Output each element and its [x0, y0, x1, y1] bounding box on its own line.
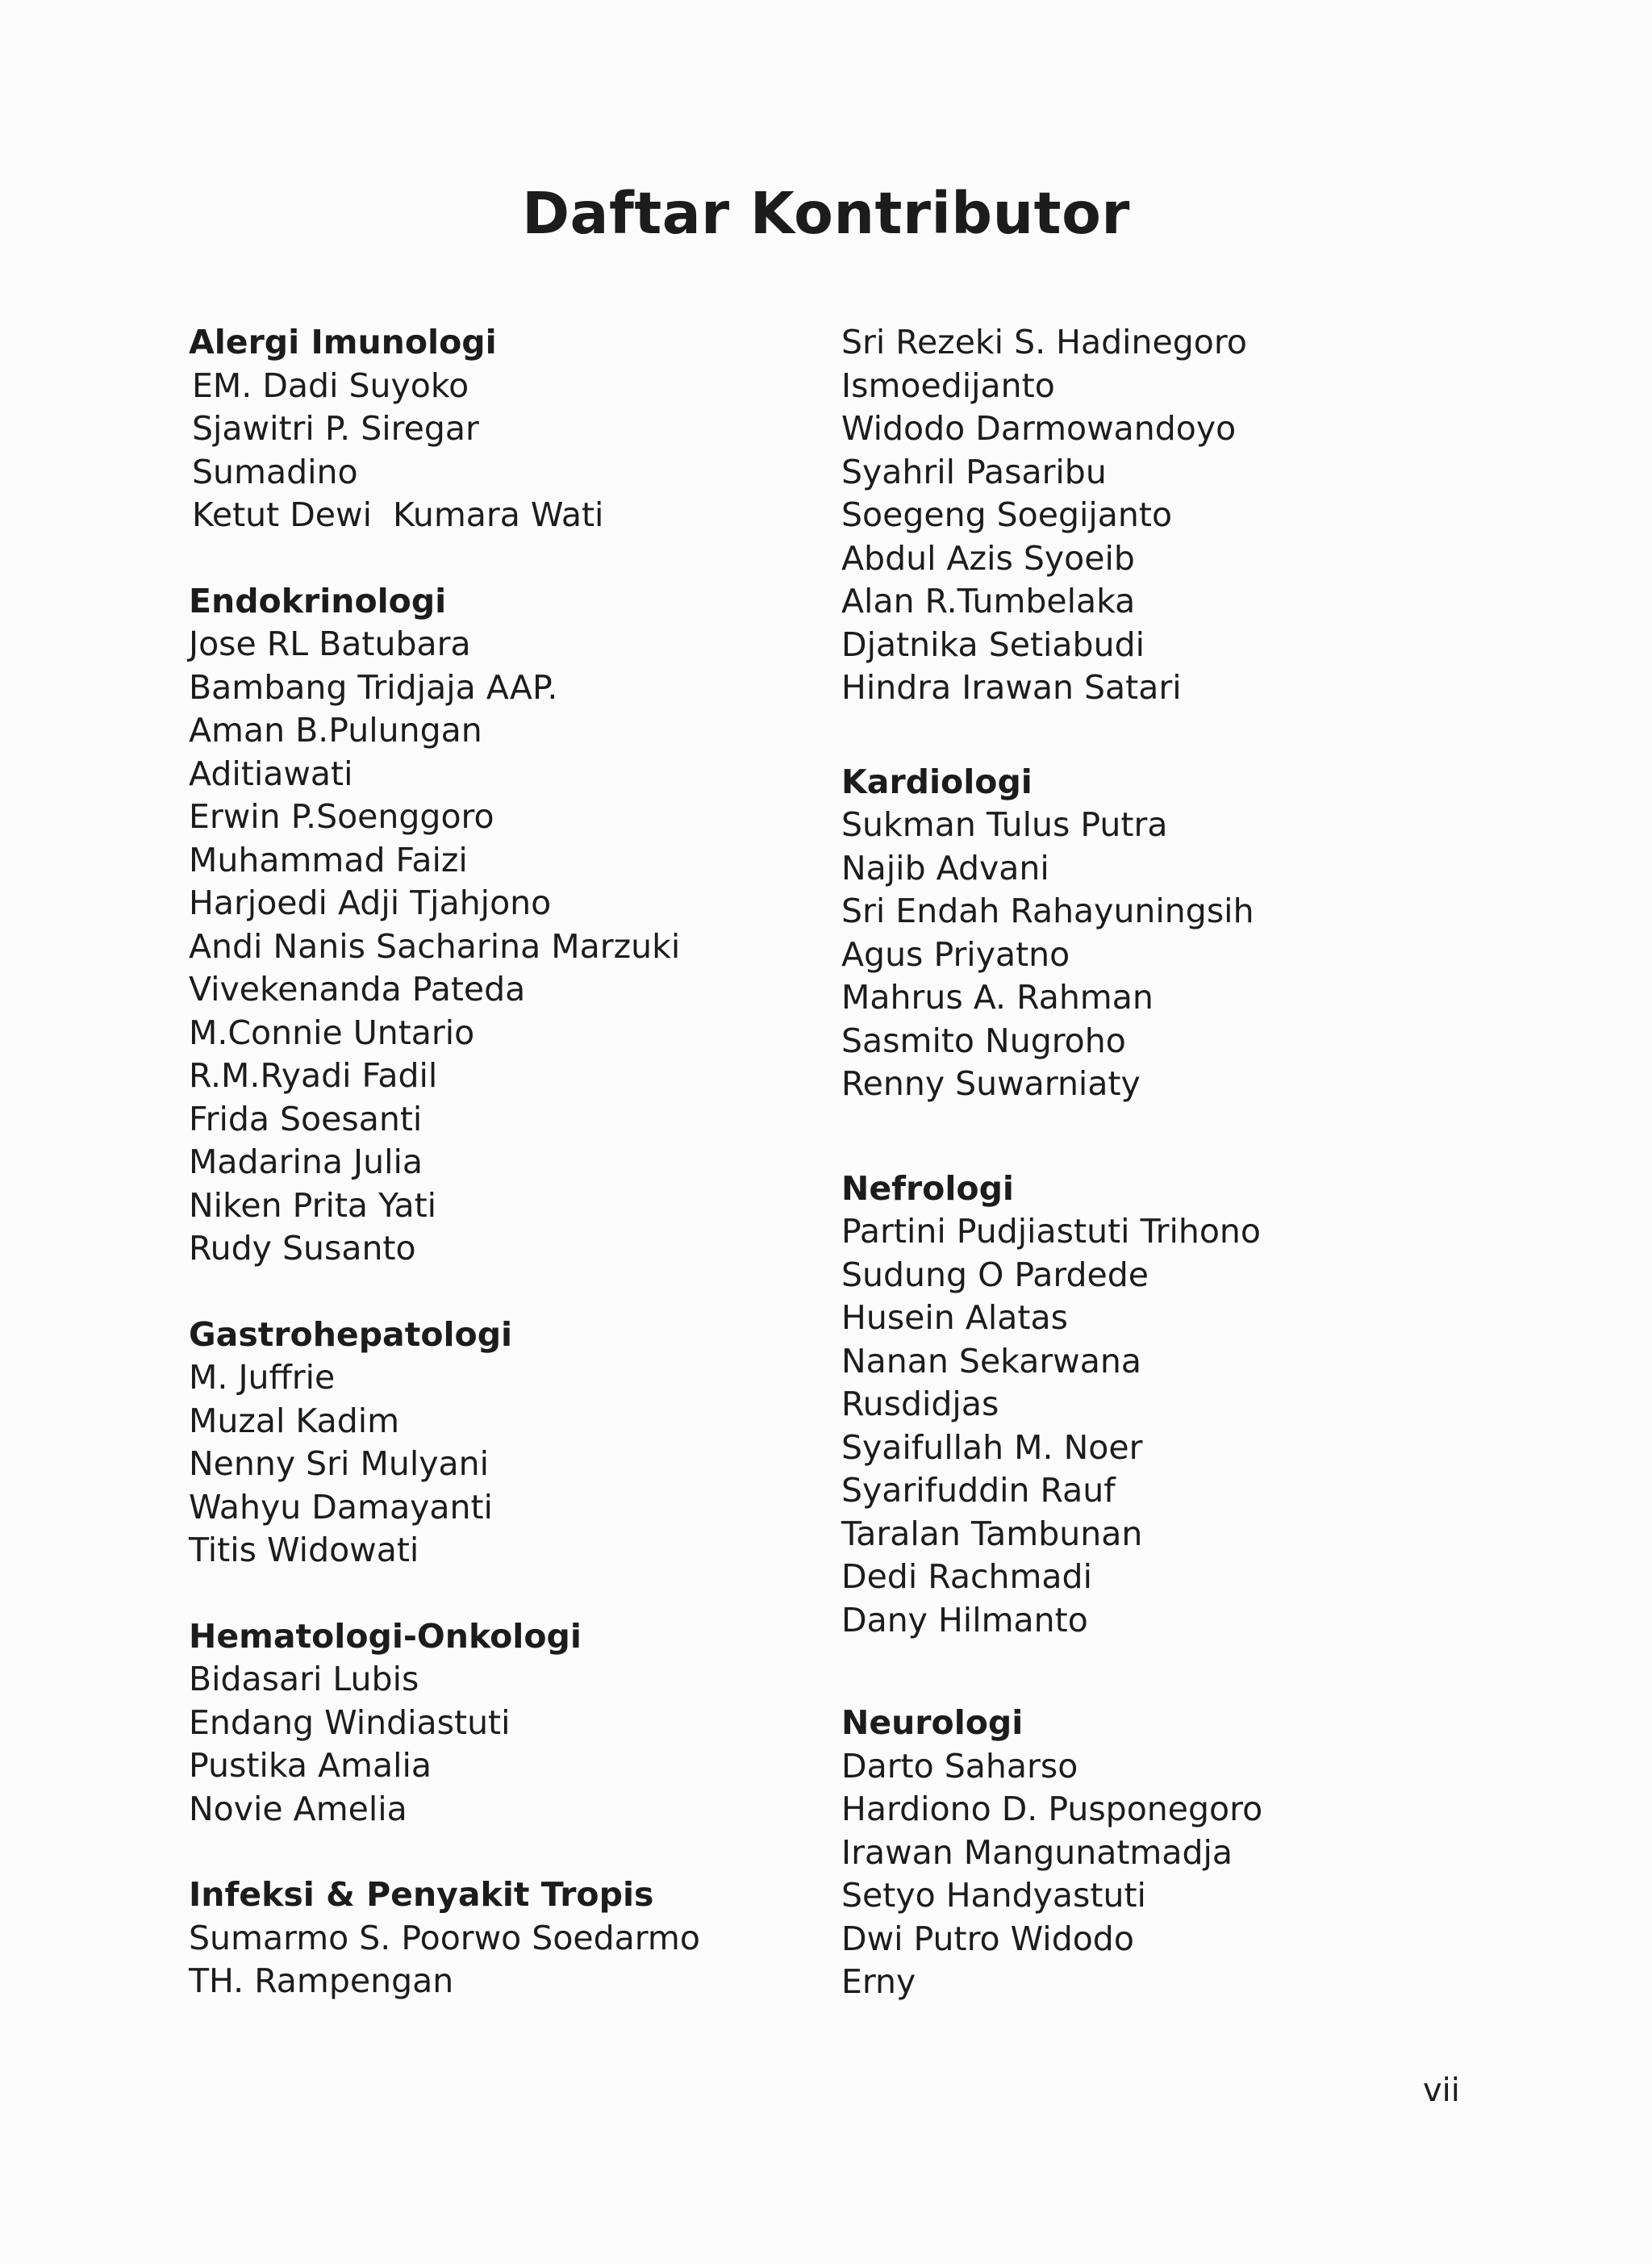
section-heading: Infeksi & Penyakit Tropis [189, 1875, 654, 1914]
contributor-name: Novie Amelia [189, 1789, 407, 1828]
contributor-name: Frida Soesanti [189, 1099, 423, 1138]
contributor-name: Ketut Dewi Kumara Wati [192, 495, 604, 534]
contributor-name: Sri Endah Rahayuningsih [841, 892, 1254, 930]
section-heading: Gastrohepatologi [189, 1314, 513, 1354]
contributor-name: Syaifullah M. Noer [841, 1427, 1143, 1467]
left-column [189, 321, 834, 2003]
contributor-name: Bidasari Lubis [189, 1660, 419, 1698]
contributor-name: Widodo Darmowandoyo [841, 409, 1237, 448]
section-kardiologi [841, 761, 1551, 1106]
contributor-name: M. Juffrie [189, 1358, 336, 1397]
contributor-name: Dany Hilmanto [841, 1600, 1088, 1640]
section-gastrohepatologi [189, 1314, 834, 1573]
contributor-name: Sasmito Nugroho [841, 1021, 1126, 1060]
contributor-name: Soegeng Soegijanto [841, 495, 1173, 534]
contributor-name: Muhammad Faizi [189, 840, 468, 879]
section-heading: Endokrinologi [189, 581, 447, 620]
contributor-name: Syarifuddin Rauf [841, 1471, 1116, 1510]
contributor-name: Erny [841, 1962, 916, 2001]
contributor-name: Partini Pudjiastuti Trihono [841, 1212, 1261, 1251]
contributor-name: Aman B.Pulungan [189, 711, 482, 750]
contributor-name: R.M.Ryadi Fadil [189, 1056, 438, 1095]
contributor-name: Andi Nanis Sacharina Marzuki [189, 926, 681, 966]
section-heading: Alergi Imunologi [189, 323, 497, 361]
contributor-name: Setyo Handyastuti [841, 1876, 1146, 1915]
contributor-name: Dwi Putro Widodo [841, 1919, 1134, 1958]
contributor-name: M.Connie Untario [189, 1013, 475, 1052]
contributor-name: Sukman Tulus Putra [841, 805, 1168, 844]
contributor-name: Ismoedijanto [841, 365, 1055, 405]
contributor-name: Dedi Rachmadi [841, 1557, 1092, 1596]
page-title: Daftar Kontributor [522, 180, 1130, 247]
contributor-name: Jose RL Batubara [189, 624, 471, 663]
contributor-name: Sudung O Pardede [841, 1255, 1149, 1294]
section-infeksi-continued [841, 321, 1551, 710]
contributor-name: Taralan Tambunan [841, 1514, 1143, 1553]
contributor-name: Sumarmo S. Poorwo Soedarmo [189, 1918, 700, 1957]
contributor-name: Titis Widowati [189, 1531, 419, 1569]
contributor-name: Wahyu Damayanti [189, 1487, 493, 1527]
section-endokrinologi [189, 580, 834, 1271]
section-hematologi-onkologi [189, 1615, 834, 1832]
contributor-name: Vivekenanda Pateda [189, 970, 526, 1009]
contributor-name: Alan R.Tumbelaka [841, 582, 1136, 620]
contributor-name: Irawan Mangunatmadja [841, 1832, 1233, 1872]
contributor-name: Endang Windiastuti [189, 1702, 511, 1742]
contributor-name: Syahril Pasaribu [841, 452, 1107, 491]
contributor-name: Madarina Julia [189, 1142, 423, 1181]
section-alergi-imunologi [189, 321, 834, 537]
contributor-name: Pustika Amalia [189, 1746, 432, 1785]
contributor-name: Aditiawati [189, 754, 353, 793]
right-column [841, 321, 1551, 2004]
section-infeksi-penyakit-tropis [189, 1873, 834, 2003]
contributor-name: EM. Dadi Suyoko [192, 365, 469, 405]
contributor-name: Harjoedi Adji Tjahjono [189, 883, 552, 922]
contributor-name: Agus Priyatno [841, 934, 1070, 974]
section-heading: Neurologi [841, 1703, 1024, 1742]
contributor-name: Mahrus A. Rahman [841, 978, 1153, 1017]
contributor-name: Sumadino [192, 452, 358, 491]
section-heading: Kardiologi [841, 762, 1032, 801]
contributor-name: Niken Prita Yati [189, 1185, 437, 1225]
section-heading: Nefrologi [841, 1168, 1014, 1208]
contributor-name: Hardiono D. Pusponegoro [841, 1790, 1263, 1828]
contributor-name: TH. Rampengan [189, 1961, 454, 2000]
contributor-name: Rusdidjas [841, 1385, 999, 1423]
section-nefrologi [841, 1168, 1551, 1643]
contributor-name: Renny Suwarniaty [841, 1064, 1141, 1103]
contributor-name: Hindra Irawan Satari [841, 668, 1182, 707]
contributor-name: Muzal Kadim [189, 1401, 400, 1440]
contributor-name: Bambang Tridjaja AAP. [189, 667, 558, 707]
contributor-name: Sjawitri P. Siregar [192, 409, 479, 448]
contributor-name: Nenny Sri Mulyani [189, 1444, 489, 1483]
contributor-name: Abdul Azis Syoeib [841, 538, 1135, 578]
section-heading: Hematologi-Onkologi [189, 1616, 582, 1656]
contributor-name: Najib Advani [841, 848, 1049, 888]
page-number: vii [1423, 2072, 1460, 2109]
contributor-name: Rudy Susanto [189, 1229, 416, 1268]
contributor-name: Sri Rezeki S. Hadinegoro [841, 323, 1247, 361]
contributor-name: Erwin P.Soenggoro [189, 797, 494, 836]
contributor-name: Djatnika Setiabudi [841, 624, 1145, 664]
section-neurologi [841, 1702, 1551, 2004]
contributor-name: Darto Saharso [841, 1746, 1078, 1786]
contributor-name: Husein Alatas [841, 1298, 1068, 1337]
contributor-name: Nanan Sekarwana [841, 1341, 1141, 1381]
